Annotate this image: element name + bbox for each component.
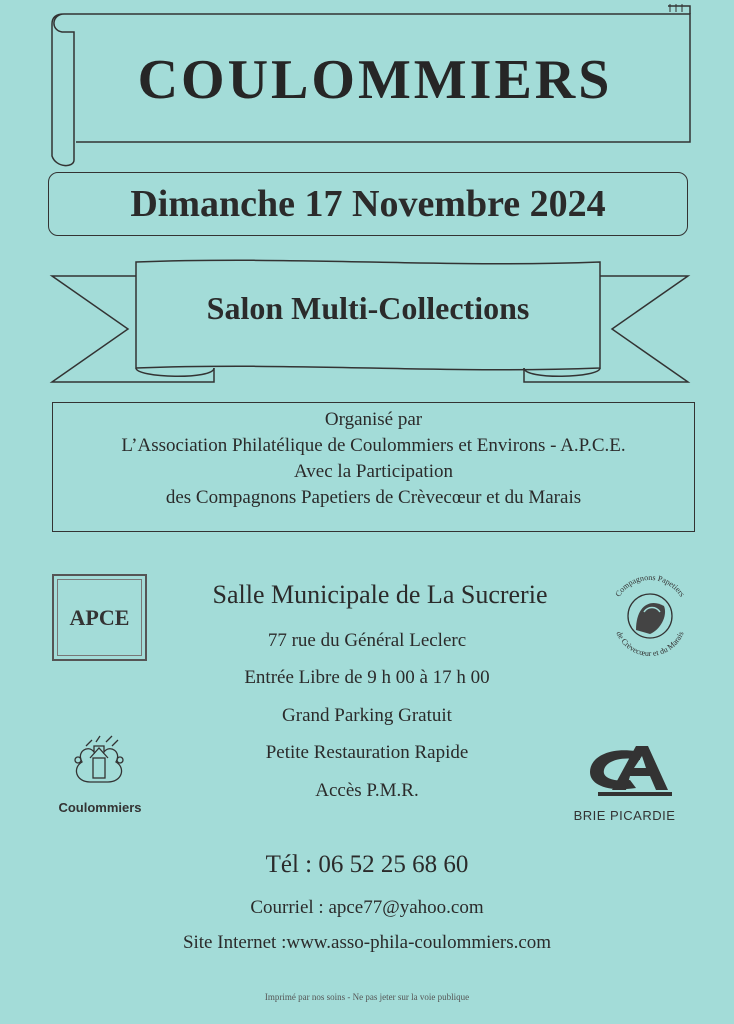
- website-link: Site Internet :www.asso-phila-coulommiers.com: [182, 932, 552, 953]
- opening-hours: Entrée Libre de 9 h 00 à 17 h 00: [244, 667, 490, 688]
- food-info: Petite Restauration Rapide: [265, 742, 469, 763]
- participant-name: des Compagnons Papetiers de Crèvecœur et du Marais: [165, 487, 582, 508]
- apce-logo: APCE: [52, 574, 147, 661]
- page-title: COULOMMIERS: [137, 49, 613, 111]
- participation-label: Avec la Participation: [294, 461, 453, 482]
- email-contact: Courriel : apce77@yahoo.com: [250, 897, 484, 918]
- organisation-box: [52, 402, 695, 532]
- venue-name: Salle Municipale de La Sucrerie: [212, 580, 548, 609]
- footer-note: Imprimé par nos soins - Ne pas jeter sur la voie publique: [264, 992, 470, 1002]
- accessibility-info: Accès P.M.R.: [315, 780, 419, 801]
- organiser-name: L’Association Philatélique de Coulommiers et Environs - A.P.C.E.: [121, 435, 626, 456]
- credit-agricole-label: BRIE PICARDIE: [573, 808, 676, 823]
- coulommiers-logo-label: Coulommiers: [58, 800, 142, 815]
- phone-number: Tél : 06 52 25 68 60: [265, 851, 469, 878]
- seal-bottom-text: de Crèvecœur et du Marais: [614, 629, 686, 659]
- event-name: Salon Multi-Collections: [206, 290, 530, 326]
- venue-address: 77 rue du Général Leclerc: [267, 630, 467, 651]
- seal-top-text: Compagnons Papetiers: [613, 572, 687, 599]
- parking-info: Grand Parking Gratuit: [282, 705, 452, 726]
- event-date: Dimanche 17 Novembre 2024: [48, 172, 688, 236]
- organised-by-label: Organisé par: [324, 409, 423, 430]
